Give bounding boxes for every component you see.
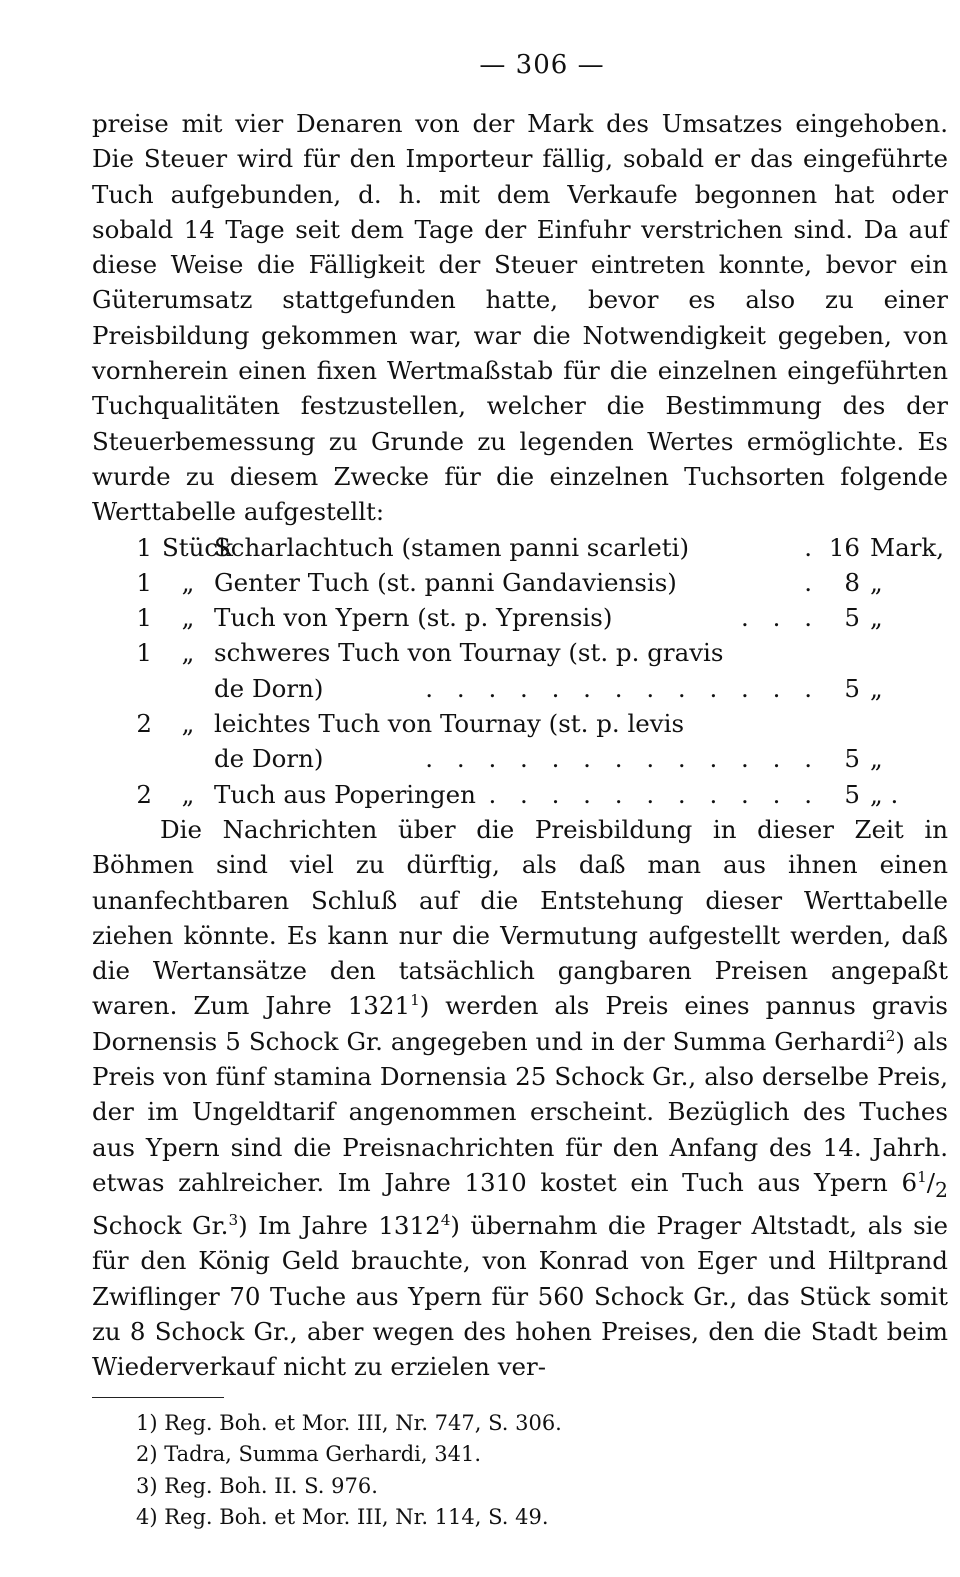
paragraph-text: ) Im Jahre 1312: [238, 1211, 441, 1241]
footnote: 1) Reg. Boh. et Mor. III, Nr. 747, S. 306.: [136, 1410, 562, 1435]
row-leader-dots: . . .: [741, 603, 820, 633]
row-leader-dots: . . . . . . . . . . . . .: [425, 744, 820, 774]
table-row: [92, 565, 948, 600]
row-quantity: 1: [136, 532, 152, 562]
table-row: [92, 706, 948, 741]
paragraph-text: ) übernahm die Prager Altstadt, als sie für den König Geld brauchte, von Konrad von Eger und Hiltprand Zwiflinger 70 Tuche aus Ypern für 560 Schock Gr., das Stück somit zu 8 Schock Gr., aber wegen des hohen Preises, den die Stadt beim Wiederverkauf nicht zu erzielen ver-: [92, 1211, 948, 1382]
row-currency: „: [870, 567, 883, 597]
row-leader-dots: .: [804, 567, 820, 597]
row-value: 5: [844, 603, 860, 633]
table-row: [92, 530, 948, 565]
row-description: leichtes Tuch von Tournay (st. p. levis: [214, 709, 685, 739]
row-value: 16: [828, 532, 860, 562]
row-unit: „: [181, 709, 195, 739]
row-value: 5: [844, 779, 860, 809]
body-text: [92, 106, 948, 530]
paragraph-price-history: Die Nachrichten über die Preisbildung in dieser Zeit in Böhmen sind viel zu dürftig, als daß man aus ihnen einen unanfechtbaren Schluß auf die Entstehung dieser Werttabelle ziehen könnte. Es kann nur die Vermutung aufgestellt werden, daß die Wertansätze den tatsächlich gangbaren Preisen angepaßt waren. Zum Jahre 1321$^1$) werden als Preis eines pannus gravis Dornensis 5 Schock Gr. angegeben und in der Summa Gerhardi$^2$) als Preis von fünf stamina Dornensia 25 Schock Gr., also derselbe Preis, der im Ungeldtarif angenommen erscheint. Bezüglich des Tuches aus Ypern sind die Preisnachrichten für den Anfang des 14. Jahrh. etwas zahlreicher. Im Jahre 1310 kostet ein Tuch aus Ypern $6^1/_2$ Schock Gr.$^3$) Im Jahre 1312$^4$) übernahm die Prager Altstadt, als sie für den König Geld brauchte, von Konrad von Eger und Hiltprand Zwiflinger 70 Tuche aus Ypern für 560 Schock Gr., das Stück somit zu 8 Schock Gr., aber wegen des hohen Preises, den die Stadt beim Wiederverkauf nicht zu erzielen ver-: [92, 814, 948, 1382]
row-description: Tuch aus Poperingen: [214, 779, 476, 809]
page-number: — 306 —: [479, 50, 605, 80]
row-leader-dots: . . . . . . . . . . .: [488, 779, 820, 809]
row-unit: „: [181, 779, 195, 809]
table-row: [92, 741, 948, 776]
paragraph-text: ) als Preis von fünf stamina Dornensia 25 Schock Gr., also derselbe Preis, der im Ungeldtarif angenommen erscheint. Bezüglich des Tuches aus Ypern sind die Preisnachrichten für den Anfang des 14. Jahrh. etwas zahlreicher. Im Jahre 1310 kostet ein Tuch aus Ypern 6: [92, 1026, 948, 1197]
footnote-marker: 4: [440, 1210, 451, 1229]
footnotes: [92, 1408, 948, 1534]
row-description: Genter Tuch (st. panni Gandaviensis): [214, 567, 677, 597]
row-quantity: 1: [136, 603, 152, 633]
row-unit: Stück: [162, 532, 233, 562]
fraction-numerator: 1: [917, 1167, 927, 1186]
footnote-divider: [92, 1397, 224, 1398]
row-unit: „: [181, 638, 195, 668]
table-row: [92, 777, 948, 812]
row-value: 5: [844, 744, 860, 774]
footnote-marker: 2: [885, 1026, 896, 1045]
row-value: 8: [844, 567, 860, 597]
fraction-denominator: 2: [935, 1177, 948, 1202]
row-description: Scharlachtuch (stamen panni scarleti): [214, 532, 689, 562]
table-row: [92, 671, 948, 706]
table-row: [92, 600, 948, 635]
row-description: Tuch von Ypern (st. p. Yprensis): [214, 603, 613, 633]
body-text: [92, 812, 948, 1385]
row-unit: „: [181, 567, 195, 597]
row-value: 5: [844, 673, 860, 703]
row-currency: Mark,: [870, 532, 945, 562]
book-page: [92, 50, 948, 1534]
row-currency: „ .: [870, 779, 899, 809]
row-leader-dots: .: [804, 532, 820, 562]
paragraph-text: Die Nachrichten über die Preisbildung in dieser Zeit in Böhmen sind viel zu dürftig, als daß man aus ihnen einen unanfechtbaren Schluß auf die Entstehung dieser Werttabelle ziehen könnte. Es kann nur die Vermutung aufgestellt werden, daß die Wertansätze den tatsächlich gangbaren Preisen angepaßt waren.: [92, 814, 948, 1021]
value-table: [92, 530, 948, 812]
footnote: 2) Tadra, Summa Gerhardi, 341.: [136, 1442, 482, 1467]
row-description: de Dorn): [214, 673, 324, 703]
footnote-marker: 3: [228, 1210, 239, 1229]
row-quantity: 1: [136, 567, 152, 597]
row-currency: „: [870, 744, 883, 774]
footnote: 3) Reg. Boh. II. S. 976.: [136, 1473, 378, 1498]
paragraph-text: ) werden als Preis eines pannus gravis Dornensis 5 Schock Gr. angegeben und in der Summa Gerhardi: [92, 991, 948, 1056]
row-currency: „: [870, 673, 883, 703]
row-quantity: 2: [136, 709, 152, 739]
row-quantity: 2: [136, 779, 152, 809]
footnote-marker: 1: [410, 991, 420, 1010]
row-description: schweres Tuch von Tournay (st. p. gravis: [214, 638, 724, 668]
paragraph-text: Zum Jahre 1321: [193, 991, 411, 1021]
paragraph-text: Schock Gr.: [92, 1211, 229, 1241]
footnote: 4) Reg. Boh. et Mor. III, Nr. 114, S. 49.: [136, 1505, 549, 1530]
row-unit: „: [181, 603, 195, 633]
row-currency: „: [870, 603, 883, 633]
paragraph-tax-intro: preise mit vier Denaren von der Mark des Umsatzes eingehoben. Die Steuer wird für den Importeur fällig, sobald er das eingeführte Tuch aufgebunden, d. h. mit dem Verkaufe begonnen hat oder sobald 14 Tage seit dem Tage der Einfuhr verstrichen sind. Da auf diese Weise die Fälligkeit der Steuer eintreten konnte, bevor ein Güterumsatz stattgefunden hatte, bevor es also zu einer Preisbildung gekommen war, war die Notwendigkeit gegeben, von vornherein einen fixen Wertmaßstab für die einzelnen eingeführten Tuchqualitäten festzustellen, welcher die Bestimmung des der Steuerbemessung zu Grunde zu legenden Wertes ermöglichte. Es wurde zu diesem Zwecke für die einzelnen Tuchsorten folgende Werttabelle aufgestellt:: [92, 109, 948, 527]
row-leader-dots: . . . . . . . . . . . . .: [425, 673, 820, 703]
table-row: [92, 635, 948, 670]
row-quantity: 1: [136, 638, 152, 668]
row-description: de Dorn): [214, 744, 324, 774]
